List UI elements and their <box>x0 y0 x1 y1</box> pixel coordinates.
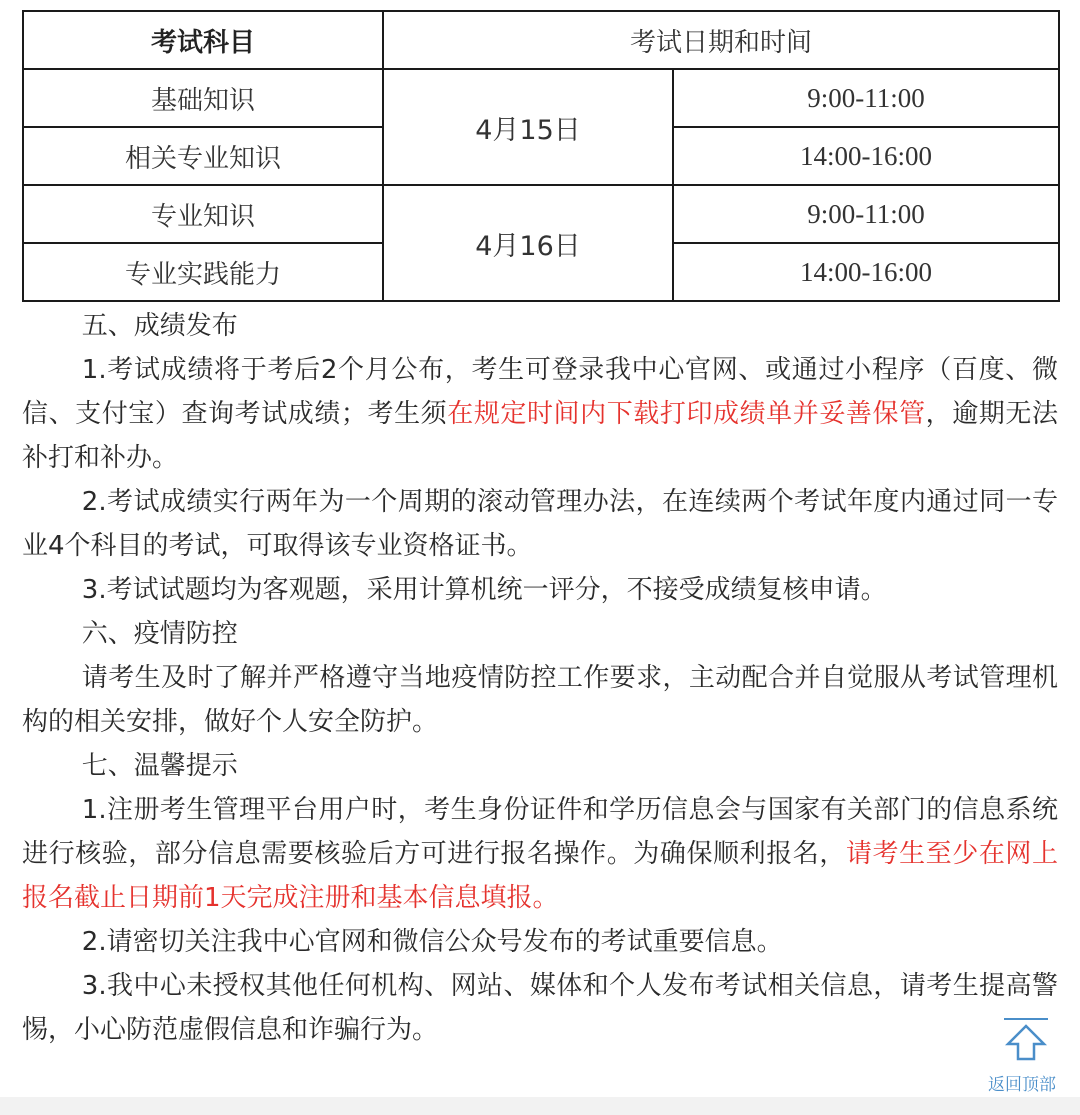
time-cell: 9:00-11:00 <box>673 69 1059 127</box>
subject-cell: 专业知识 <box>23 185 383 243</box>
paragraph-text: 1.注册考生管理平台用户时，考生身份证件和学历信息会与国家有关部门的信息系统进行核验，部分信息需要核验后方可进行报名操作。为确保顺利报名， <box>22 795 1058 869</box>
section7-paragraph-3: 3.我中心未授权其他任何机构、网站、媒体和个人发布考试相关信息，请考生提高警惕，小心防范虚假信息和诈骗行为。 <box>22 971 1058 1045</box>
back-to-top-button[interactable] <box>976 1010 1068 1094</box>
section5-paragraph-2: 2.考试成绩实行两年为一个周期的滚动管理办法，在连续两个考试年度内通过同一专业4个科目的考试，可取得该专业资格证书。 <box>22 487 1058 561</box>
time-cell: 9:00-11:00 <box>673 185 1059 243</box>
time-cell: 14:00-16:00 <box>673 243 1059 301</box>
table-row <box>23 69 1059 127</box>
article-body <box>22 304 1058 1052</box>
top-bar-line <box>1004 1018 1048 1020</box>
section6-title: 六、疫情防控 <box>81 619 238 649</box>
paragraph-text: 1.考试成绩将于考后2个月公布，考生可登录我中心官网、或通过小程序（百度、微信、支付宝）查询考试成绩；考生须 <box>22 355 1058 429</box>
section5-title: 五、成绩发布 <box>81 311 238 341</box>
table-row <box>23 185 1059 243</box>
subject-cell: 基础知识 <box>23 69 383 127</box>
section7-paragraph-1 <box>22 788 1058 920</box>
subject-cell: 相关专业知识 <box>23 127 383 185</box>
date-cell: 4月16日 <box>383 185 673 301</box>
header-datetime: 考试日期和时间 <box>383 11 1059 69</box>
paragraph-text: ，逾期无法补打和补办。 <box>22 399 1058 473</box>
date-cell: 4月15日 <box>383 69 673 185</box>
table-header-row <box>23 11 1059 69</box>
section7-title: 七、温馨提示 <box>81 751 238 781</box>
highlight-text: 请考生至少在网上报名截止日期前1天完成注册和基本信息填报。 <box>22 839 1058 913</box>
arrow-up-icon <box>1004 1022 1048 1062</box>
exam-schedule-table <box>22 10 1060 302</box>
section5-paragraph-3: 3.考试试题均为客观题，采用计算机统一评分，不接受成绩复核申请。 <box>81 575 887 605</box>
subject-cell: 专业实践能力 <box>23 243 383 301</box>
back-to-top-label: 返回顶部 <box>988 1075 1056 1095</box>
section7-paragraph-2: 2.请密切关注我中心官网和微信公众号发布的考试重要信息。 <box>81 927 783 957</box>
section6-paragraph-1: 请考生及时了解并严格遵守当地疫情防控工作要求，主动配合并自觉服从考试管理机构的相关安排，做好个人安全防护。 <box>22 663 1058 737</box>
highlight-text: 在规定时间内下载打印成绩单并妥善保管 <box>447 399 926 429</box>
section5-paragraph-1 <box>22 348 1058 480</box>
bottom-strip <box>0 1097 1080 1115</box>
time-cell: 14:00-16:00 <box>673 127 1059 185</box>
header-subject: 考试科目 <box>23 11 383 69</box>
